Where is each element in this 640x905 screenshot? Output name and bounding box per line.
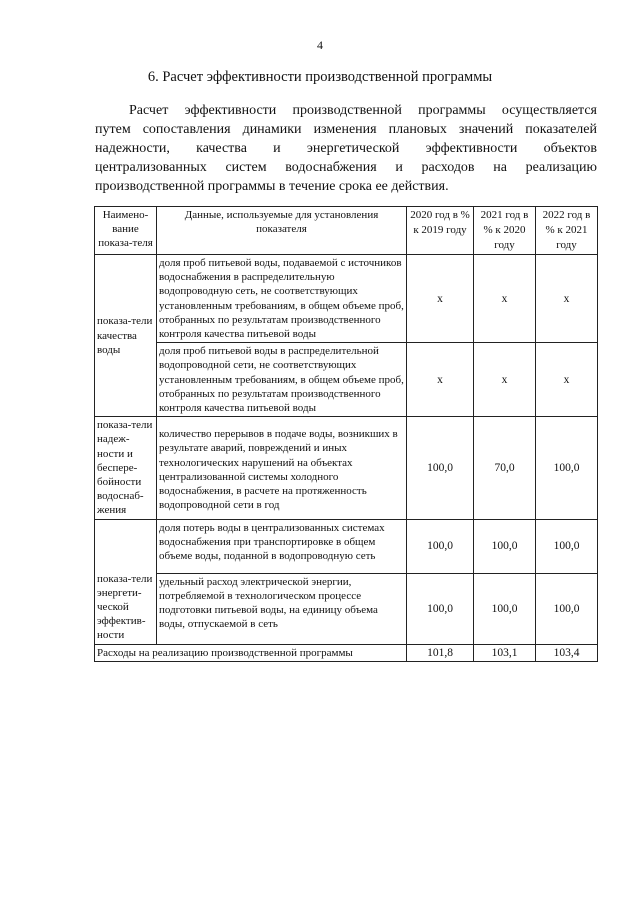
intro-line: надежности, качества и энергетической эффективности объектов <box>95 141 597 156</box>
header-data-used: Данные, используемые для установления показателя <box>157 207 407 255</box>
row-data: доля проб питьевой воды в распределительной водопроводной сети, не соответствующих установленным требованиям, в общем объеме проб, отобранных по результатам производственного контроля качества питьевой воды <box>157 343 407 417</box>
header-2020: 2020 год в % к 2019 году <box>407 207 474 255</box>
total-2022: 103,4 <box>536 644 598 661</box>
row-data: количество перерывов в подаче воды, возникших в результате аварий, повреждений и иных технологических нарушений на объектах централизованной системы холодного водоснабжения, в расчете на протяженность водопроводной сети в год <box>157 417 407 519</box>
row-data: удельный расход электрической энергии, потребляемой в технологическом процессе подготовки питьевой воды, на единицу объема воды, отпускаемой в сеть <box>157 573 407 644</box>
intro-line: производственной программы в течение срока ее действия. <box>95 179 449 194</box>
total-label: Расходы на реализацию производственной программы <box>95 644 407 661</box>
cell-2022: x <box>536 343 598 417</box>
intro-paragraph <box>95 101 597 196</box>
cell-2020: 100,0 <box>407 519 474 573</box>
header-2021: 2021 год в % к 2020 году <box>474 207 536 255</box>
cell-2022: 100,0 <box>536 417 598 519</box>
cell-2021: 100,0 <box>474 519 536 573</box>
header-2022: 2022 год в % к 2021 году <box>536 207 598 255</box>
cell-2020: x <box>407 343 474 417</box>
intro-line: путем сопоставления динамики изменения плановых значений показателей <box>95 122 597 137</box>
table-row <box>95 573 598 644</box>
cell-2020: x <box>407 255 474 343</box>
cell-2021: x <box>474 255 536 343</box>
group-reliability: показа-тели надеж-ности и беспере-бойности водоснаб-жения <box>95 417 157 519</box>
total-2020: 101,8 <box>407 644 474 661</box>
table-header-row <box>95 207 598 255</box>
group-quality: показа-тели качества воды <box>95 255 157 417</box>
intro-line: Расчет эффективности производственной программы осуществляется <box>129 103 597 118</box>
cell-2020: 100,0 <box>407 573 474 644</box>
efficiency-table <box>94 206 598 662</box>
section-title: 6. Расчет эффективности производственной программы <box>147 69 493 85</box>
cell-2022: x <box>536 255 598 343</box>
total-row <box>95 644 598 661</box>
total-2021: 103,1 <box>474 644 536 661</box>
cell-2021: 100,0 <box>474 573 536 644</box>
intro-line: централизованных систем водоснабжения и расходов на реализацию <box>95 160 597 175</box>
cell-2021: 70,0 <box>474 417 536 519</box>
page-number: 4 <box>317 38 323 52</box>
cell-2022: 100,0 <box>536 573 598 644</box>
group-energy: показа-тели энергети-ческой эффектив-ности <box>95 519 157 644</box>
row-data: доля проб питьевой воды, подаваемой с источников водоснабжения в распределительную водопроводную сеть, не соответствующих установленным требованиям, в общем объеме проб, отобранных по результатам производственного контроля качества питьевой воды <box>157 255 407 343</box>
table-row <box>95 255 598 343</box>
row-data: доля потерь воды в централизованных системах водоснабжения при транспортировке в общем объеме воды, поданной в водопроводную сеть <box>157 519 407 573</box>
cell-2022: 100,0 <box>536 519 598 573</box>
table-row <box>95 343 598 417</box>
table-row <box>95 417 598 519</box>
header-indicator-name: Наимено-вание показа-теля <box>95 207 157 255</box>
cell-2021: x <box>474 343 536 417</box>
cell-2020: 100,0 <box>407 417 474 519</box>
table-row <box>95 519 598 573</box>
